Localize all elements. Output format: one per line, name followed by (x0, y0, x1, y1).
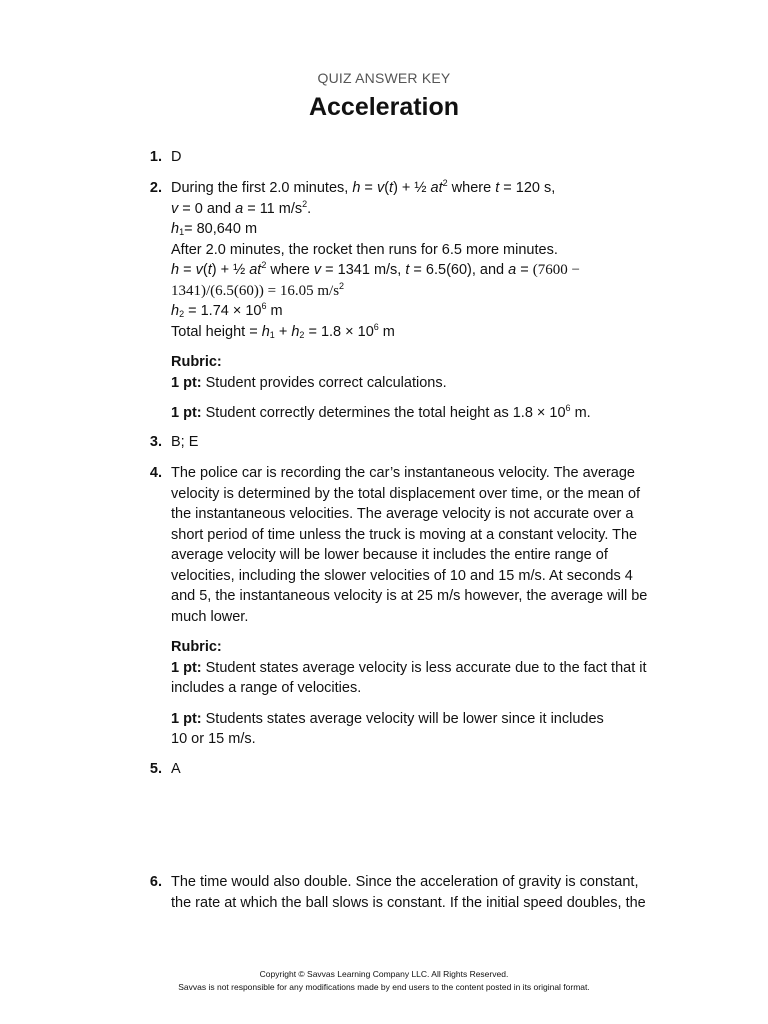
answer-line: the instantaneous velocities. The average velocity is not accurate over a (171, 506, 634, 522)
answer-line: Total height = $h_1 + h_2 = 1.8 \times 10^6$ m (171, 321, 395, 340)
answer-body (171, 463, 671, 750)
answer-line: much lower. (171, 608, 249, 625)
answer-line: 1341)/(6.5(60)) = 16.05 $m/s^2$ (171, 280, 345, 299)
question-number: 1. (149, 149, 162, 165)
rubric-point-continued: includes a range of velocities. (171, 680, 362, 696)
rubric-point: 1 pt: Student provides correct calculations. (171, 374, 447, 391)
answer-text: D (171, 149, 182, 165)
answer-line: average velocity will be lower because it includes the entire range of (171, 547, 608, 563)
rubric-point: 1 pt: Student states average velocity is less accurate due to the fact that it (171, 659, 647, 676)
answer-line: short period of time unless the truck is moving at a constant velocity. The (171, 526, 638, 543)
answer-body (171, 178, 671, 424)
question-number: 2. (149, 180, 162, 196)
answer-line: v = 0 and a = 11 $m/s^2$. (171, 198, 312, 217)
question-number: 5. (149, 761, 162, 777)
answer-line: $h_2 = 1.74 \times 10^6$ m (171, 301, 283, 319)
answer-text: B; E (171, 434, 199, 450)
rubric-point-continued: 10 or 15 m/s. (171, 731, 256, 747)
answer-line: h = v(t) + ½ $at^2$ where v = 1341 m/s, t = 6.5(60), and a = (7600 − (171, 260, 580, 278)
copyright-notice: Copyright © Savvas Learning Company LLC. All Rights Reserved. (259, 969, 509, 979)
disclaimer-notice: Savvas is not responsible for any modifications made by end users to the content posted in its original format. (178, 982, 590, 992)
question-number: 4. (149, 465, 162, 481)
page-eyebrow: QUIZ ANSWER KEY (317, 70, 451, 86)
answer-line: $h_1= 80,640$ m (171, 221, 258, 237)
answer-line: During the first 2.0 minutes, h = v(t) + ½ $at^2$ where t = 120 s, (171, 178, 556, 196)
question-number: 6. (149, 874, 162, 890)
answer-line: After 2.0 minutes, the rocket then runs for 6.5 more minutes. (171, 241, 558, 258)
answer-line: the rate at which the ball slows is constant. If the initial speed doubles, the (171, 894, 646, 911)
answer-line: and 5, the instantaneous velocity is at 25 m/s however, the average will be (171, 588, 648, 604)
page-title: Acceleration (308, 93, 460, 121)
rubric-point: 1 pt: Student correctly determines the total height as $1.8 \times 10^6$ m. (171, 403, 591, 421)
rubric-point: 1 pt: Students states average velocity will be lower since it includes (171, 710, 604, 727)
answer-line: The police car is recording the car’s instantaneous velocity. The average (171, 465, 635, 481)
rubric-heading: Rubric: (171, 354, 222, 370)
answer-line: velocities, including the slower velocities of 10 and 15 m/s. At seconds 4 (171, 567, 633, 584)
answer-body (171, 872, 671, 913)
page-footer (0, 968, 768, 994)
rubric-heading: Rubric: (171, 639, 222, 655)
answer-line: velocity is determined by the total displacement over time, or the mean of (171, 485, 641, 502)
answer-line: The time would also double. Since the acceleration of gravity is constant, (171, 874, 639, 890)
answer-text: A (171, 761, 181, 777)
question-number: 3. (149, 434, 162, 450)
